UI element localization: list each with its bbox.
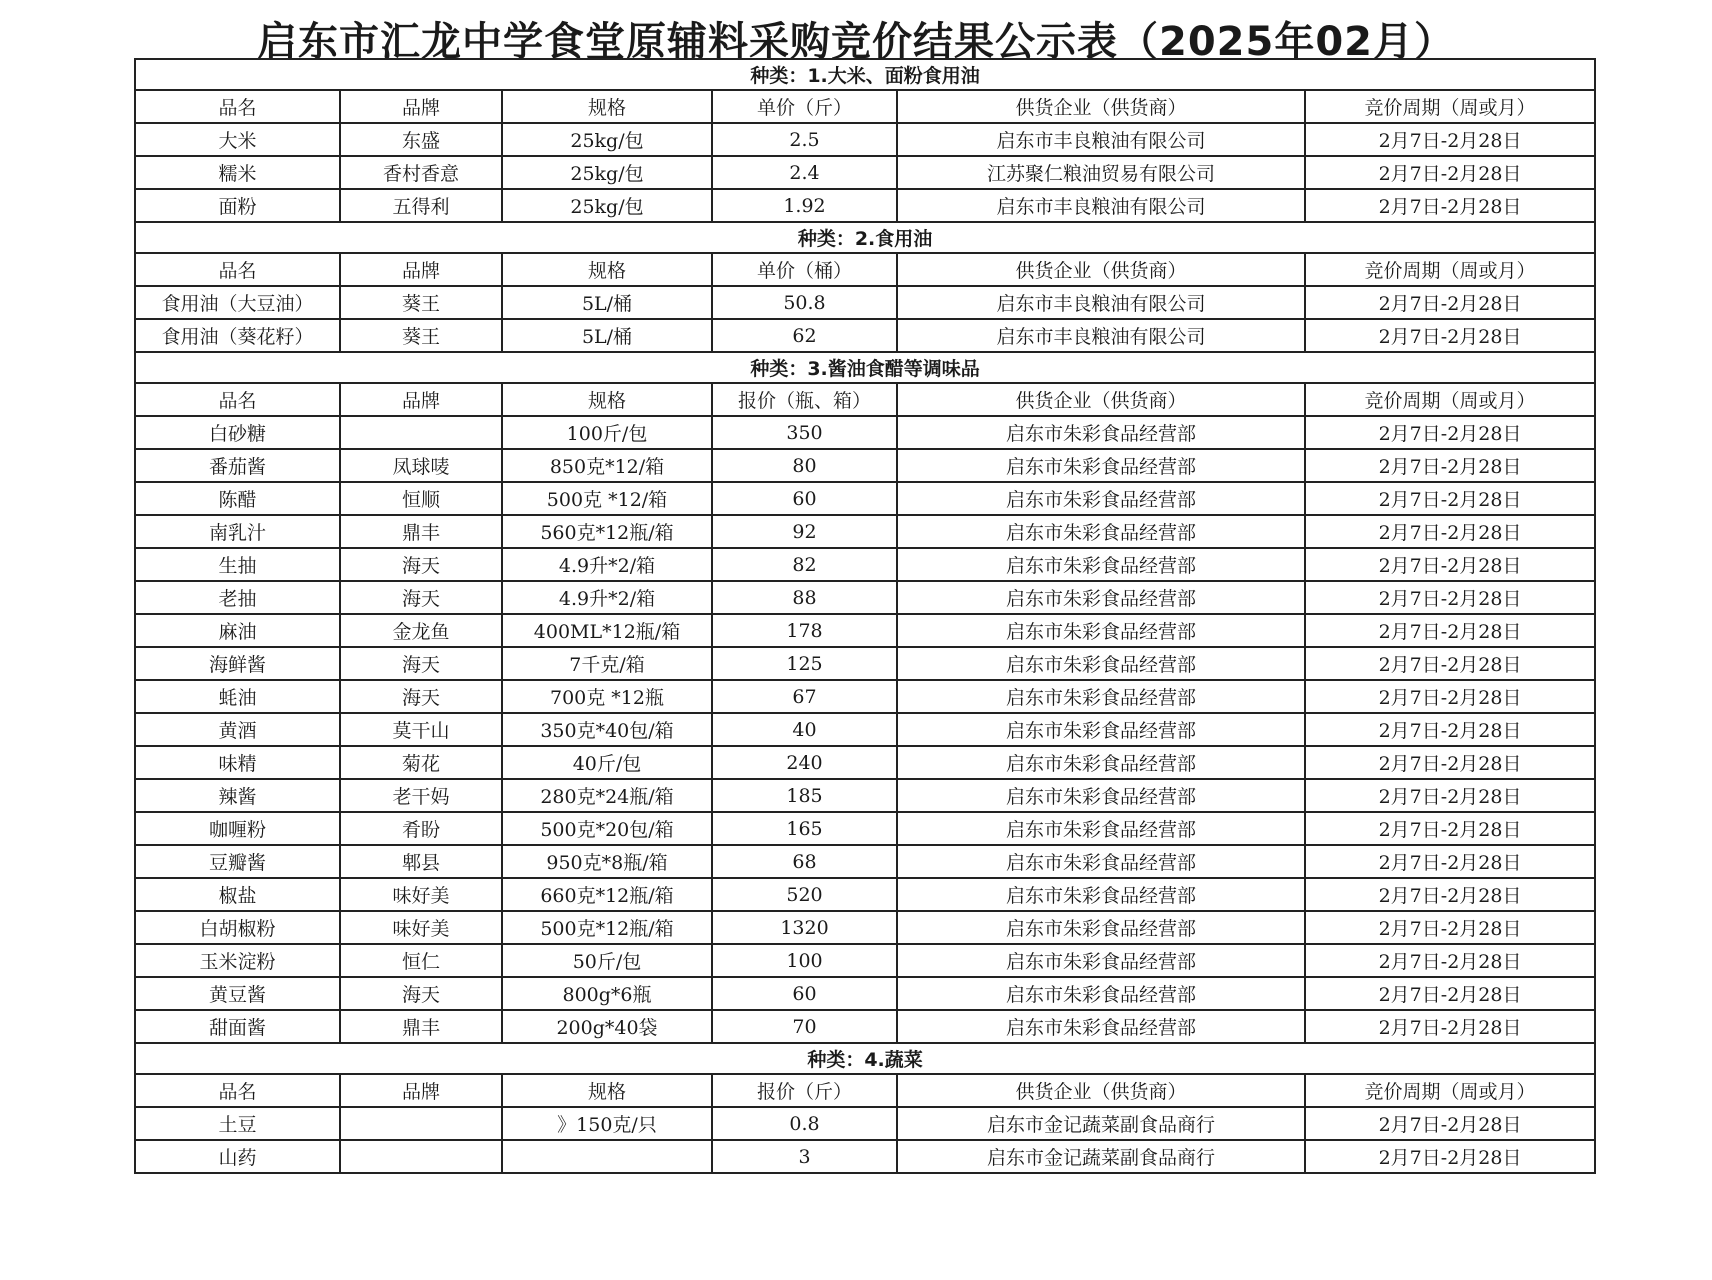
section-header-row <box>135 1043 1595 1074</box>
cell-product-name: 白砂糖 <box>135 416 340 449</box>
cell-spec <box>502 1140 712 1173</box>
table-row <box>135 515 1595 548</box>
cell-brand: 海天 <box>340 647 502 680</box>
cell-supplier: 启东市朱彩食品经营部 <box>897 614 1305 647</box>
cell-bid-period: 2月7日-2月28日 <box>1305 416 1595 449</box>
cell-product-name: 味精 <box>135 746 340 779</box>
cell-price: 88 <box>712 581 897 614</box>
cell-product-name: 老抽 <box>135 581 340 614</box>
page-title: 启东市汇龙中学食堂原辅料采购竞价结果公示表（2025年02月） <box>257 19 1455 65</box>
cell-spec: 25kg/包 <box>502 156 712 189</box>
cell-product-name: 食用油（葵花籽） <box>135 319 340 352</box>
cell-spec: 850克*12/箱 <box>502 449 712 482</box>
cell-spec: 200g*40袋 <box>502 1010 712 1043</box>
cell-spec: 》150克/只 <box>502 1107 712 1140</box>
cell-brand: 葵王 <box>340 319 502 352</box>
section-label: 种类：1.大米、面粉食用油 <box>135 59 1595 90</box>
cell-bid-period: 2月7日-2月28日 <box>1305 548 1595 581</box>
cell-supplier: 启东市朱彩食品经营部 <box>897 845 1305 878</box>
table-row <box>135 1010 1595 1043</box>
cell-spec: 100斤/包 <box>502 416 712 449</box>
cell-product-name: 玉米淀粉 <box>135 944 340 977</box>
cell-brand: 菊花 <box>340 746 502 779</box>
table-row <box>135 581 1595 614</box>
column-header-supplier: 供货企业（供货商） <box>897 1074 1305 1107</box>
cell-brand: 东盛 <box>340 123 502 156</box>
cell-spec: 500克 *12/箱 <box>502 482 712 515</box>
cell-product-name: 番茄酱 <box>135 449 340 482</box>
column-header-price: 报价（斤） <box>712 1074 897 1107</box>
cell-product-name: 山药 <box>135 1140 340 1173</box>
cell-spec: 40斤/包 <box>502 746 712 779</box>
cell-brand: 香村香意 <box>340 156 502 189</box>
cell-bid-period: 2月7日-2月28日 <box>1305 1140 1595 1173</box>
column-header-product-name: 品名 <box>135 90 340 123</box>
table-row <box>135 189 1595 222</box>
table-row <box>135 1140 1595 1173</box>
cell-price: 0.8 <box>712 1107 897 1140</box>
table-row <box>135 614 1595 647</box>
column-header-bid-period: 竞价周期（周或月） <box>1305 383 1595 416</box>
table-row <box>135 845 1595 878</box>
cell-product-name: 土豆 <box>135 1107 340 1140</box>
table-row <box>135 746 1595 779</box>
section-header-row <box>135 352 1595 383</box>
cell-brand: 莫干山 <box>340 713 502 746</box>
column-header-bid-period: 竞价周期（周或月） <box>1305 90 1595 123</box>
cell-spec: 5L/桶 <box>502 286 712 319</box>
cell-price: 350 <box>712 416 897 449</box>
cell-product-name: 食用油（大豆油） <box>135 286 340 319</box>
cell-price: 125 <box>712 647 897 680</box>
cell-product-name: 黄豆酱 <box>135 977 340 1010</box>
cell-spec: 4.9升*2/箱 <box>502 581 712 614</box>
procurement-table <box>134 58 1596 1174</box>
cell-product-name: 面粉 <box>135 189 340 222</box>
cell-product-name: 黄酒 <box>135 713 340 746</box>
table-row <box>135 416 1595 449</box>
cell-bid-period: 2月7日-2月28日 <box>1305 911 1595 944</box>
column-header-brand: 品牌 <box>340 253 502 286</box>
cell-price: 178 <box>712 614 897 647</box>
cell-supplier: 启东市丰良粮油有限公司 <box>897 286 1305 319</box>
column-header-row <box>135 90 1595 123</box>
cell-price: 50.8 <box>712 286 897 319</box>
cell-spec: 800g*6瓶 <box>502 977 712 1010</box>
cell-supplier: 启东市金记蔬菜副食品商行 <box>897 1140 1305 1173</box>
cell-brand <box>340 416 502 449</box>
cell-price: 100 <box>712 944 897 977</box>
cell-supplier: 启东市朱彩食品经营部 <box>897 779 1305 812</box>
cell-spec: 280克*24瓶/箱 <box>502 779 712 812</box>
cell-brand: 味好美 <box>340 878 502 911</box>
cell-price: 2.5 <box>712 123 897 156</box>
table-row <box>135 548 1595 581</box>
cell-product-name: 豆瓣酱 <box>135 845 340 878</box>
cell-product-name: 咖喱粉 <box>135 812 340 845</box>
cell-brand: 味好美 <box>340 911 502 944</box>
table-row <box>135 713 1595 746</box>
cell-spec: 25kg/包 <box>502 189 712 222</box>
cell-brand: 葵王 <box>340 286 502 319</box>
column-header-supplier: 供货企业（供货商） <box>897 90 1305 123</box>
column-header-bid-period: 竞价周期（周或月） <box>1305 1074 1595 1107</box>
cell-supplier: 启东市朱彩食品经营部 <box>897 515 1305 548</box>
cell-supplier: 启东市朱彩食品经营部 <box>897 449 1305 482</box>
cell-bid-period: 2月7日-2月28日 <box>1305 647 1595 680</box>
cell-bid-period: 2月7日-2月28日 <box>1305 812 1595 845</box>
cell-product-name: 蚝油 <box>135 680 340 713</box>
cell-price: 1320 <box>712 911 897 944</box>
column-header-product-name: 品名 <box>135 1074 340 1107</box>
cell-bid-period: 2月7日-2月28日 <box>1305 482 1595 515</box>
cell-price: 60 <box>712 482 897 515</box>
table-row <box>135 977 1595 1010</box>
cell-bid-period: 2月7日-2月28日 <box>1305 878 1595 911</box>
cell-price: 40 <box>712 713 897 746</box>
cell-brand: 郫县 <box>340 845 502 878</box>
table-row <box>135 911 1595 944</box>
cell-brand: 肴盼 <box>340 812 502 845</box>
cell-brand: 恒顺 <box>340 482 502 515</box>
column-header-price: 单价（斤） <box>712 90 897 123</box>
section-label: 种类：2.食用油 <box>135 222 1595 253</box>
cell-price: 165 <box>712 812 897 845</box>
cell-supplier: 启东市丰良粮油有限公司 <box>897 123 1305 156</box>
cell-brand <box>340 1107 502 1140</box>
table-row <box>135 286 1595 319</box>
cell-price: 80 <box>712 449 897 482</box>
cell-spec: 500克*12瓶/箱 <box>502 911 712 944</box>
cell-bid-period: 2月7日-2月28日 <box>1305 123 1595 156</box>
column-header-supplier: 供货企业（供货商） <box>897 253 1305 286</box>
cell-spec: 25kg/包 <box>502 123 712 156</box>
cell-product-name: 白胡椒粉 <box>135 911 340 944</box>
cell-brand: 五得利 <box>340 189 502 222</box>
cell-product-name: 生抽 <box>135 548 340 581</box>
cell-bid-period: 2月7日-2月28日 <box>1305 977 1595 1010</box>
cell-supplier: 启东市朱彩食品经营部 <box>897 581 1305 614</box>
cell-supplier: 启东市朱彩食品经营部 <box>897 944 1305 977</box>
column-header-spec: 规格 <box>502 383 712 416</box>
cell-product-name: 甜面酱 <box>135 1010 340 1043</box>
cell-bid-period: 2月7日-2月28日 <box>1305 1107 1595 1140</box>
column-header-product-name: 品名 <box>135 253 340 286</box>
cell-product-name: 辣酱 <box>135 779 340 812</box>
table-row <box>135 680 1595 713</box>
table-row <box>135 123 1595 156</box>
cell-price: 520 <box>712 878 897 911</box>
cell-bid-period: 2月7日-2月28日 <box>1305 189 1595 222</box>
cell-supplier: 启东市丰良粮油有限公司 <box>897 189 1305 222</box>
cell-supplier: 启东市朱彩食品经营部 <box>897 911 1305 944</box>
cell-price: 1.92 <box>712 189 897 222</box>
cell-bid-period: 2月7日-2月28日 <box>1305 449 1595 482</box>
cell-supplier: 启东市朱彩食品经营部 <box>897 1010 1305 1043</box>
cell-bid-period: 2月7日-2月28日 <box>1305 286 1595 319</box>
cell-spec: 350克*40包/箱 <box>502 713 712 746</box>
cell-supplier: 启东市朱彩食品经营部 <box>897 746 1305 779</box>
cell-bid-period: 2月7日-2月28日 <box>1305 713 1595 746</box>
cell-bid-period: 2月7日-2月28日 <box>1305 515 1595 548</box>
cell-product-name: 麻油 <box>135 614 340 647</box>
cell-bid-period: 2月7日-2月28日 <box>1305 156 1595 189</box>
cell-product-name: 陈醋 <box>135 482 340 515</box>
table-row <box>135 1107 1595 1140</box>
column-header-row <box>135 383 1595 416</box>
cell-supplier: 启东市朱彩食品经营部 <box>897 482 1305 515</box>
cell-price: 185 <box>712 779 897 812</box>
cell-price: 82 <box>712 548 897 581</box>
column-header-price: 单价（桶） <box>712 253 897 286</box>
cell-supplier: 启东市丰良粮油有限公司 <box>897 319 1305 352</box>
column-header-spec: 规格 <box>502 253 712 286</box>
cell-spec: 7千克/箱 <box>502 647 712 680</box>
cell-supplier: 启东市朱彩食品经营部 <box>897 416 1305 449</box>
column-header-row <box>135 1074 1595 1107</box>
cell-price: 3 <box>712 1140 897 1173</box>
cell-supplier: 启东市金记蔬菜副食品商行 <box>897 1107 1305 1140</box>
table-row <box>135 878 1595 911</box>
cell-price: 67 <box>712 680 897 713</box>
cell-spec: 560克*12瓶/箱 <box>502 515 712 548</box>
cell-price: 68 <box>712 845 897 878</box>
cell-brand: 海天 <box>340 680 502 713</box>
section-header-row <box>135 222 1595 253</box>
column-header-brand: 品牌 <box>340 383 502 416</box>
cell-price: 70 <box>712 1010 897 1043</box>
cell-spec: 400ML*12瓶/箱 <box>502 614 712 647</box>
table-row <box>135 156 1595 189</box>
cell-supplier: 启东市朱彩食品经营部 <box>897 812 1305 845</box>
cell-product-name: 南乳汁 <box>135 515 340 548</box>
cell-bid-period: 2月7日-2月28日 <box>1305 319 1595 352</box>
cell-supplier: 启东市朱彩食品经营部 <box>897 680 1305 713</box>
table-row <box>135 647 1595 680</box>
cell-bid-period: 2月7日-2月28日 <box>1305 746 1595 779</box>
section-header-row <box>135 59 1595 90</box>
table-row <box>135 944 1595 977</box>
cell-bid-period: 2月7日-2月28日 <box>1305 779 1595 812</box>
cell-spec: 950克*8瓶/箱 <box>502 845 712 878</box>
table-row <box>135 449 1595 482</box>
column-header-row <box>135 253 1595 286</box>
section-label: 种类：4.蔬菜 <box>135 1043 1595 1074</box>
cell-product-name: 海鲜酱 <box>135 647 340 680</box>
cell-supplier: 江苏聚仁粮油贸易有限公司 <box>897 156 1305 189</box>
cell-brand: 凤球唛 <box>340 449 502 482</box>
cell-supplier: 启东市朱彩食品经营部 <box>897 548 1305 581</box>
cell-bid-period: 2月7日-2月28日 <box>1305 845 1595 878</box>
column-header-product-name: 品名 <box>135 383 340 416</box>
cell-spec: 5L/桶 <box>502 319 712 352</box>
table-row <box>135 482 1595 515</box>
cell-bid-period: 2月7日-2月28日 <box>1305 680 1595 713</box>
cell-brand: 海天 <box>340 977 502 1010</box>
column-header-supplier: 供货企业（供货商） <box>897 383 1305 416</box>
table-row <box>135 779 1595 812</box>
section-label: 种类：3.酱油食醋等调味品 <box>135 352 1595 383</box>
column-header-spec: 规格 <box>502 90 712 123</box>
cell-bid-period: 2月7日-2月28日 <box>1305 1010 1595 1043</box>
cell-brand: 金龙鱼 <box>340 614 502 647</box>
cell-bid-period: 2月7日-2月28日 <box>1305 581 1595 614</box>
cell-brand: 鼎丰 <box>340 515 502 548</box>
cell-brand: 老干妈 <box>340 779 502 812</box>
cell-spec: 660克*12瓶/箱 <box>502 878 712 911</box>
cell-product-name: 大米 <box>135 123 340 156</box>
cell-spec: 4.9升*2/箱 <box>502 548 712 581</box>
cell-bid-period: 2月7日-2月28日 <box>1305 614 1595 647</box>
column-header-brand: 品牌 <box>340 1074 502 1107</box>
table-row <box>135 319 1595 352</box>
cell-spec: 500克*20包/箱 <box>502 812 712 845</box>
cell-price: 62 <box>712 319 897 352</box>
cell-brand <box>340 1140 502 1173</box>
cell-product-name: 椒盐 <box>135 878 340 911</box>
cell-supplier: 启东市朱彩食品经营部 <box>897 977 1305 1010</box>
cell-supplier: 启东市朱彩食品经营部 <box>897 713 1305 746</box>
cell-bid-period: 2月7日-2月28日 <box>1305 944 1595 977</box>
cell-product-name: 糯米 <box>135 156 340 189</box>
cell-brand: 恒仁 <box>340 944 502 977</box>
cell-supplier: 启东市朱彩食品经营部 <box>897 878 1305 911</box>
table-row <box>135 812 1595 845</box>
cell-spec: 50斤/包 <box>502 944 712 977</box>
cell-supplier: 启东市朱彩食品经营部 <box>897 647 1305 680</box>
cell-spec: 700克 *12瓶 <box>502 680 712 713</box>
column-header-brand: 品牌 <box>340 90 502 123</box>
cell-price: 2.4 <box>712 156 897 189</box>
cell-brand: 鼎丰 <box>340 1010 502 1043</box>
cell-price: 240 <box>712 746 897 779</box>
cell-brand: 海天 <box>340 581 502 614</box>
cell-brand: 海天 <box>340 548 502 581</box>
cell-price: 92 <box>712 515 897 548</box>
column-header-spec: 规格 <box>502 1074 712 1107</box>
column-header-bid-period: 竞价周期（周或月） <box>1305 253 1595 286</box>
column-header-price: 报价（瓶、箱） <box>712 383 897 416</box>
cell-price: 60 <box>712 977 897 1010</box>
